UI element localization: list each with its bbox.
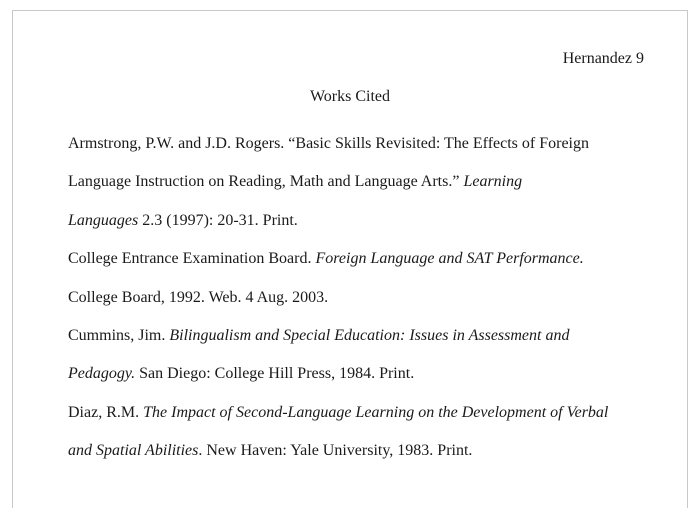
citation-title: and Spatial Abilities (68, 442, 199, 460)
page-title: Works Cited (309, 88, 391, 105)
citation-line (68, 240, 646, 278)
citation-line (68, 355, 646, 393)
works-cited-list (68, 125, 646, 471)
citation-text: Armstrong, P.W. and J.D. Rogers. “Basic Skills Revisited: The Effects of Foreign (68, 135, 589, 152)
citation-title: Bilingualism and Special Education: Issues in Assessment and (169, 327, 570, 345)
citation-line (68, 163, 646, 201)
citation-entry (68, 317, 646, 394)
citation-line (68, 394, 646, 432)
running-head: Hernandez 9 (562, 50, 644, 67)
citation-text: . New Haven: Yale University, 1983. Print. (198, 442, 473, 460)
document-page (12, 10, 688, 508)
citation-text: College Entrance Examination Board. (68, 250, 316, 268)
citation-line (68, 125, 646, 163)
citation-text: San Diego: College Hill Press, 1984. Print. (135, 365, 415, 383)
citation-journal-title: Languages (68, 211, 139, 229)
citation-title: Foreign Language and SAT Performance. (315, 250, 584, 268)
citation-text: Diaz, R.M. (68, 403, 144, 421)
citation-line (68, 317, 646, 355)
citation-text: Language Instruction on Reading, Math and Language Arts.” (68, 173, 464, 191)
citation-entry (68, 125, 646, 240)
citation-line (68, 202, 646, 240)
citation-line (68, 432, 646, 470)
citation-entry (68, 394, 646, 471)
citation-text: 2.3 (1997): 20-31. Print. (138, 211, 298, 229)
citation-text: College Board, 1992. Web. 4 Aug. 2003. (68, 288, 329, 306)
citation-journal-title: Learning (463, 173, 523, 191)
citation-entry (68, 240, 646, 317)
citation-title: Pedagogy. (68, 365, 136, 383)
citation-title: The Impact of Second-Language Learning on the Development of Verbal (143, 403, 609, 421)
citation-text: Cummins, Jim. (68, 327, 170, 345)
citation-line (68, 279, 646, 317)
